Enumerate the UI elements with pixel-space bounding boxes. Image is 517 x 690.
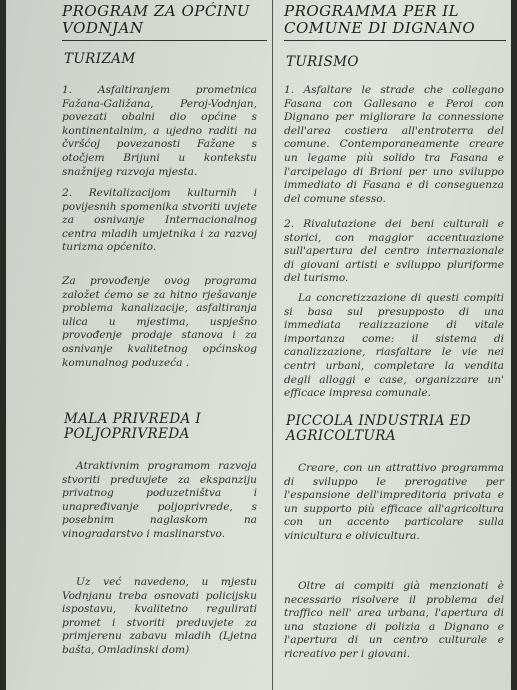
document-page <box>6 0 511 690</box>
left-heading: PROGRAM ZA OPĆINU VODNJAN <box>62 2 251 37</box>
right-paragraph-1: 1. Asfaltare le strade che collegano Fasana con Gallesano e Peroi con Dignano per migliorare la connessione dell'area costiera all'entroterra del comune. Contemporaneamente creare un legame più solido tra Fasana e l'arcipelago di Brioni per uno sviluppo immediato di Fasana e di conseguenza del comune stesso. <box>284 84 504 205</box>
right-section-title-industry: PICCOLA INDUSTRIA ED AGRICOLTURA <box>286 413 471 444</box>
right-paragraph-5: Oltre ai compiti già menzionati è necessario risolvere il problema del traffico nell' area urbana, l'apertura di una stazione di polizia a Dignano e l'apertura di un centro culturale e ricreativo per i giovani. <box>284 580 504 660</box>
right-heading-rule <box>284 40 506 41</box>
right-section-title-tourism: TURISMO <box>286 54 359 70</box>
left-paragraph-5: Uz već navedeno, u mjestu Vodnjanu treba osnovati policijsku ispostavu, kvalitetno regulirati promet i stvoriti preduvjete za primjerenu zabavu mladih (Ljetna bašta, Omladinski dom) <box>62 576 257 656</box>
left-heading-rule <box>62 40 267 41</box>
left-section-title-tourism: TURIZAM <box>64 51 136 67</box>
right-paragraph-2: 2. Rivalutazione dei beni culturali e storici, con maggior accentuazione sull'apertura del centro internazionale di giovani artisti e sviluppo pluriforme del turismo. <box>284 218 504 285</box>
right-paragraph-3: La concretizzazione di questi compiti si basa sul presupposto di una immediata realizzazione di vitale importanza come: il sistema di canalizzazione, riasfaltare le vie nei centri urbani, completare la vendita degli alloggi e case, organizzare un' efficace impresa comunale. <box>284 292 504 400</box>
column-divider <box>272 0 273 690</box>
left-paragraph-2: 2. Revitalizacijom kulturnih i povijesnih spomenika stvoriti uvjete za osnivanje Internacionalnog centra mladih umjetnika i za razvoj turizma općenito. <box>62 187 257 254</box>
right-heading: PROGRAMMA PER IL COMUNE DI DIGNANO <box>284 2 476 37</box>
left-paragraph-4: Atraktivnim programom razvoja stvoriti preduvjete za ekspanziju privatnog poduzetništva i unapređivanje poljoprivrede, s posebnim naglaskom na vinogradarstvo i maslinarstvo. <box>62 460 257 540</box>
left-paragraph-1: 1. Asfaltiranjem prometnica Fažana-Galižana, Peroj-Vodnjan, povezati obalni dio općine s kontinentalnim, a ujedno raditi na čvršćoj povezanosti Fažane s otočjem Brijuni u kontekstu snažnijeg razvoja mjesta. <box>62 84 257 178</box>
left-section-title-industry: MALA PRIVREDA I POLJOPRIVREDA <box>64 411 202 442</box>
left-paragraph-3: Za provođenje ovog programa založet ćemo se za hitno rješavanje problema kanalizacije, asfaltiranja ulica u mjestima, uspješno provođenje prodaje stanova i za osnivanje kvalitetnog općinskog komunalnog poduzeća . <box>62 275 257 369</box>
right-paragraph-4: Creare, con un attrattivo programma di sviluppo le prerogative per l'espansione dell'impreditoria privata e un supporto più efficace all'agricoltura con un accento particolare sulla vinicultura e olivicultura. <box>284 462 504 542</box>
